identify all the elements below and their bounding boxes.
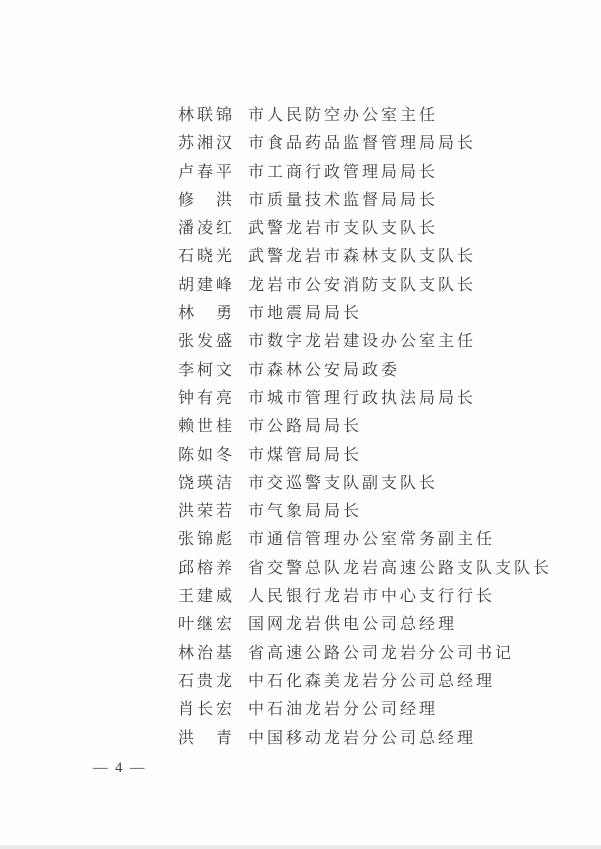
person-name: 邱榕养 — [178, 559, 236, 577]
person-name: 石晓光 — [178, 248, 236, 266]
list-item — [178, 243, 552, 271]
person-title: 市质量技术监督局局长 — [248, 191, 439, 209]
list-item — [178, 328, 552, 356]
person-title: 中石化森美龙岩分公司总经理 — [248, 672, 496, 690]
person-title: 省高速公路公司龙岩分公司书记 — [248, 644, 515, 662]
person-name: 洪荣若 — [178, 503, 236, 521]
page-number: — 4 — — [93, 760, 147, 776]
person-name: 林 勇 — [178, 305, 236, 323]
person-title: 市森林公安局政委 — [248, 361, 401, 379]
person-name: 张锦彪 — [178, 531, 236, 549]
person-title: 武警龙岩市支队支队长 — [248, 220, 439, 238]
person-name: 胡建峰 — [178, 276, 236, 294]
person-title: 市食品药品监督管理局局长 — [248, 135, 477, 153]
person-title: 武警龙岩市森林支队支队长 — [248, 248, 477, 266]
person-name: 苏湘汉 — [178, 135, 236, 153]
person-name: 钟有亮 — [178, 389, 236, 407]
person-title: 市煤管局局长 — [248, 446, 363, 464]
person-name: 王建威 — [178, 588, 236, 606]
list-item — [178, 611, 552, 639]
person-title: 市人民防空办公室主任 — [248, 107, 439, 124]
list-item — [178, 272, 552, 300]
list-item — [178, 130, 552, 158]
person-name: 卢春平 — [178, 163, 236, 181]
person-title: 市数字龙岩建设办公室主任 — [248, 333, 477, 351]
person-title: 市交巡警支队副支队长 — [248, 474, 439, 492]
person-name: 饶瑛洁 — [178, 474, 236, 492]
list-item — [178, 159, 552, 187]
person-title: 龙岩市公安消防支队支队长 — [248, 276, 477, 294]
list-item — [178, 413, 552, 441]
person-title: 市工商行政管理局局长 — [248, 163, 439, 181]
person-name: 林联锦 — [178, 107, 236, 124]
list-item — [178, 555, 552, 583]
person-name: 潘凌红 — [178, 220, 236, 238]
person-name: 陈如冬 — [178, 446, 236, 464]
list-item — [178, 215, 552, 243]
person-title: 人民银行龙岩市中心支行行长 — [248, 588, 496, 606]
list-item — [178, 583, 552, 611]
person-title: 市公路局局长 — [248, 418, 363, 436]
list-item — [178, 470, 552, 498]
person-title: 市城市管理行政执法局局长 — [248, 389, 477, 407]
list-item — [178, 498, 552, 526]
appointment-list — [178, 102, 552, 753]
person-name: 赖世桂 — [178, 418, 236, 436]
list-item — [178, 102, 552, 130]
person-name: 石贵龙 — [178, 672, 236, 690]
list-item — [178, 357, 552, 385]
person-title: 国网龙岩供电公司总经理 — [248, 616, 458, 634]
person-title: 省交警总队龙岩高速公路支队支队长 — [248, 559, 553, 577]
list-item — [178, 442, 552, 470]
person-name: 林治基 — [178, 644, 236, 662]
person-title: 中石油龙岩分公司经理 — [248, 701, 439, 719]
list-item — [178, 187, 552, 215]
person-name: 洪 青 — [178, 729, 236, 747]
list-item — [178, 300, 552, 328]
person-name: 李柯文 — [178, 361, 236, 379]
person-title: 市通信管理办公室常务副主任 — [248, 531, 496, 549]
person-name: 修 洪 — [178, 191, 236, 209]
person-name: 肖长宏 — [178, 701, 236, 719]
list-item — [178, 526, 552, 554]
page-bottom-edge — [0, 845, 601, 849]
person-title: 中国移动龙岩分公司总经理 — [248, 729, 477, 747]
person-title: 市地震局局长 — [248, 305, 363, 323]
person-name: 张发盛 — [178, 333, 236, 351]
list-item — [178, 696, 552, 724]
list-item — [178, 668, 552, 696]
list-item — [178, 385, 552, 413]
person-name: 叶继宏 — [178, 616, 236, 634]
list-item — [178, 640, 552, 668]
person-title: 市气象局局长 — [248, 503, 363, 521]
list-item — [178, 725, 552, 753]
